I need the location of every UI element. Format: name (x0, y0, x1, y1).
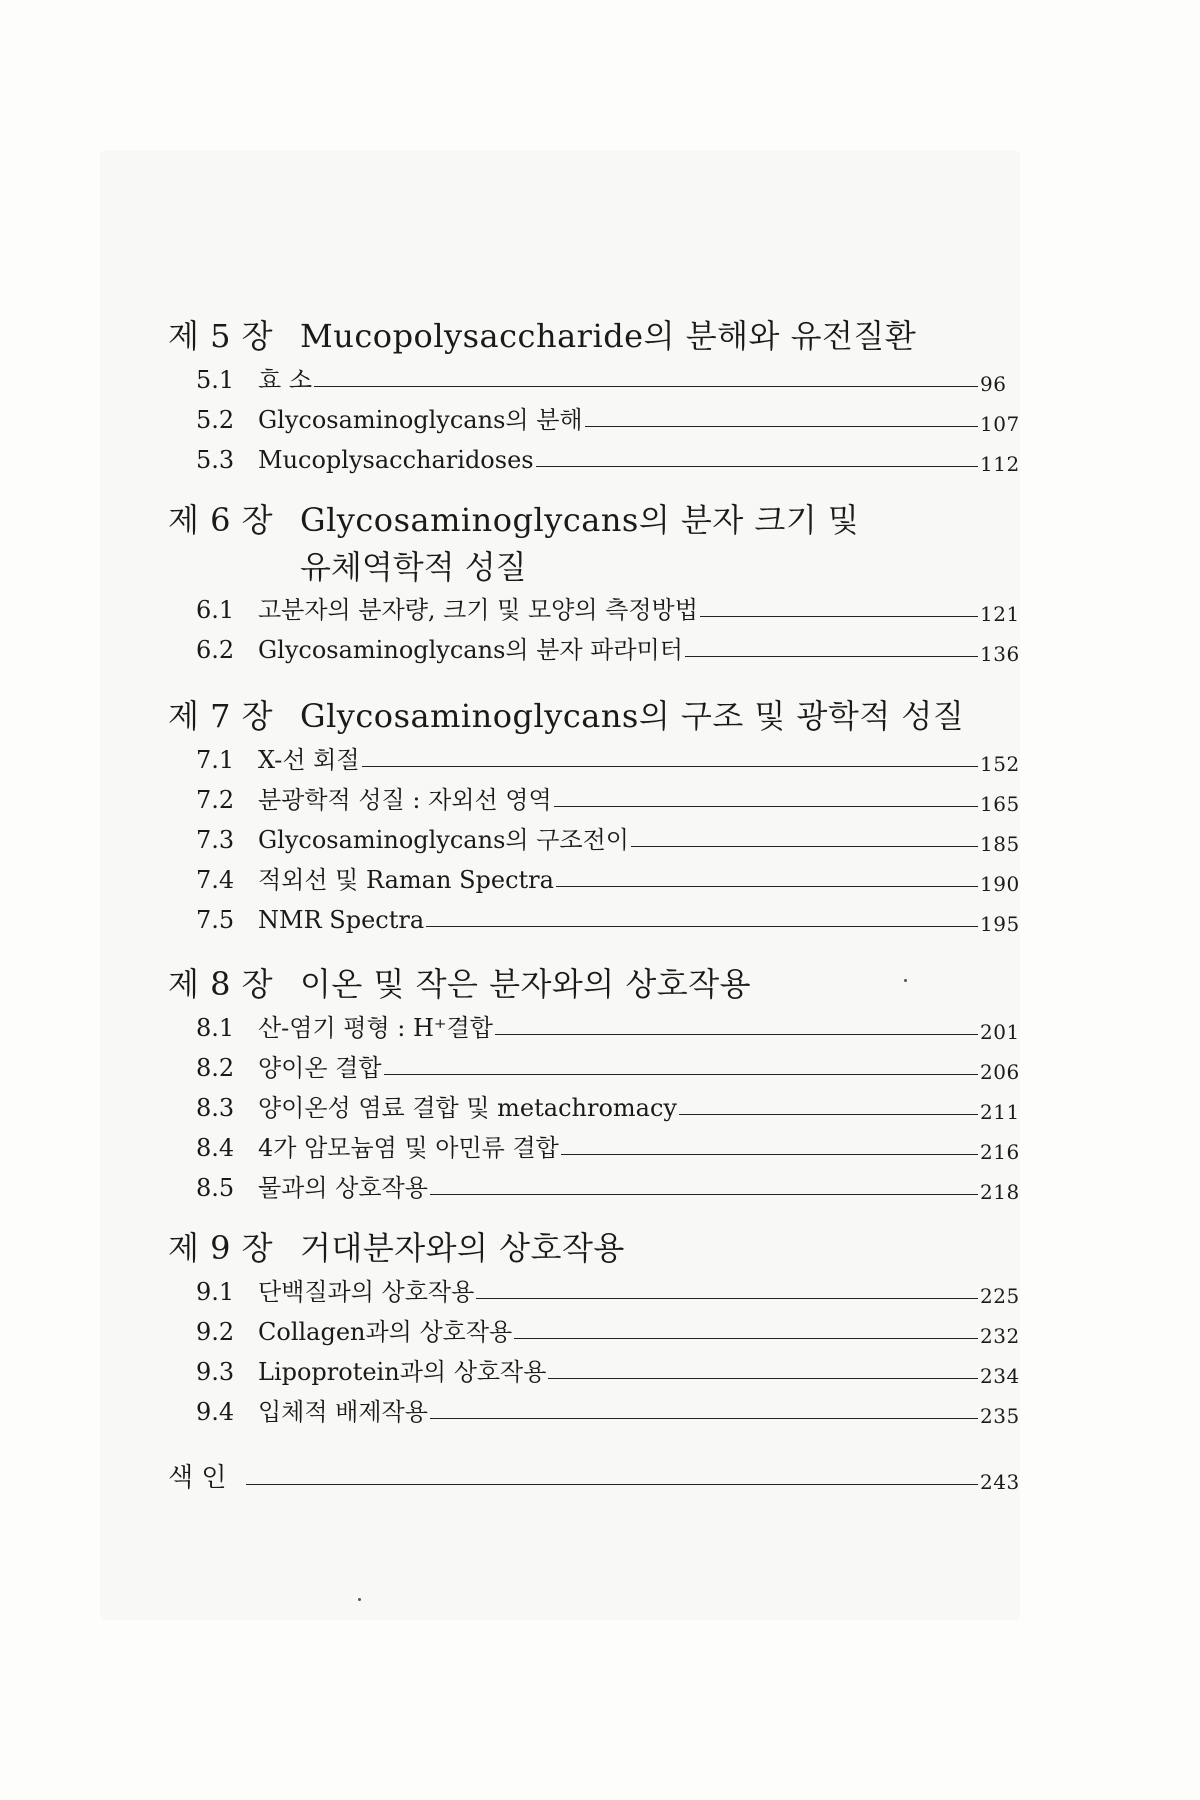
toc-entry (168, 360, 1028, 400)
leader-line (631, 845, 978, 847)
entry-title: Mucoplysaccharidoses (258, 446, 534, 474)
entry-title: 적외선 및 Raman Spectra (258, 866, 554, 894)
entry-page: 225 (980, 1284, 1020, 1308)
leader-line (514, 1337, 978, 1339)
entry-page: 218 (980, 1180, 1020, 1204)
leader-line (314, 385, 978, 387)
entry-number: 6.1 (196, 596, 235, 624)
leader-line (384, 1073, 978, 1075)
leader-line (556, 885, 978, 887)
chapter-label: 제 9 장 (168, 1229, 274, 1267)
toc-entry (168, 860, 1028, 900)
entry-page: 235 (980, 1404, 1020, 1428)
leader-line (561, 1153, 978, 1155)
chapter-heading (168, 960, 1028, 1008)
entry-page: 201 (980, 1020, 1020, 1044)
chapter-label: 제 6 장 (168, 501, 274, 539)
entry-title: 분광학적 성질 : 자외선 영역 (258, 786, 552, 814)
entry-title: 단백질과의 상호작용 (258, 1278, 475, 1306)
entry-title: 양이온성 염료 결합 및 metachromacy (258, 1094, 677, 1122)
entry-page: 232 (980, 1324, 1020, 1348)
entry-number: 8.5 (196, 1174, 235, 1202)
chapter-title: Glycosaminoglycans의 분자 크기 및 (300, 501, 860, 539)
toc-entry (168, 1312, 1028, 1352)
entry-title: 입체적 배제작용 (258, 1398, 428, 1426)
chapter-5 (168, 312, 1028, 480)
entry-title: 고분자의 분자량, 크기 및 모양의 측정방법 (258, 596, 698, 624)
toc-entry (168, 1008, 1028, 1048)
entry-number: 9.3 (196, 1358, 235, 1386)
chapter-title: 거대분자와의 상호작용 (300, 1229, 625, 1267)
entry-number: 6.2 (196, 636, 235, 664)
entry-number: 5.2 (196, 406, 235, 434)
entry-title: NMR Spectra (258, 906, 425, 934)
toc-entry (168, 740, 1028, 780)
entry-number: 8.3 (196, 1094, 235, 1122)
leader-line (585, 425, 978, 427)
entry-number: 9.1 (196, 1278, 235, 1306)
leader-line (246, 1483, 978, 1485)
index-entry (168, 1458, 1028, 1498)
entry-title: 양이온 결합 (258, 1054, 382, 1082)
entry-title: Glycosaminoglycans의 구조전이 (258, 826, 629, 854)
toc-entry (168, 1168, 1028, 1208)
leader-line (685, 655, 978, 657)
chapter-label: 제 5 장 (168, 317, 274, 355)
entry-page: 195 (980, 912, 1020, 936)
entry-number: 5.3 (196, 446, 235, 474)
entry-title: Glycosaminoglycans의 분자 파라미터 (258, 636, 683, 664)
entry-page: 121 (980, 602, 1020, 626)
entry-page: 112 (980, 452, 1020, 476)
chapter-7 (168, 692, 1028, 940)
entry-page: 211 (980, 1100, 1020, 1124)
entry-title: X-선 회절 (258, 746, 360, 774)
index-label: 색 인 (168, 1463, 227, 1493)
chapter-6 (168, 496, 1028, 670)
toc-entry (168, 1352, 1028, 1392)
toc-entry (168, 1272, 1028, 1312)
entry-page: 190 (980, 872, 1020, 896)
chapter-heading (168, 312, 1028, 360)
leader-line (554, 805, 978, 807)
toc-entry (168, 440, 1028, 480)
entry-number: 7.4 (196, 866, 235, 894)
leader-line (548, 1377, 978, 1379)
entry-number: 9.2 (196, 1318, 235, 1346)
leader-line (495, 1033, 978, 1035)
entry-page: 96 (980, 372, 1007, 396)
leader-line (426, 925, 978, 927)
leader-line (700, 615, 978, 617)
entry-page: 234 (980, 1364, 1020, 1388)
entry-page: 136 (980, 642, 1020, 666)
entry-title: 물과의 상호작용 (258, 1174, 428, 1202)
toc-entry (168, 1128, 1028, 1168)
scan-speck (358, 1598, 361, 1601)
entry-number: 8.1 (196, 1014, 235, 1042)
entry-page: 216 (980, 1140, 1020, 1164)
scan-speck (904, 979, 907, 982)
chapter-heading (168, 692, 1028, 740)
entry-page: 185 (980, 832, 1020, 856)
entry-page: 165 (980, 792, 1020, 816)
chapter-title: Mucopolysaccharide의 분해와 유전질환 (300, 317, 917, 355)
toc-entry (168, 400, 1028, 440)
chapter-label: 제 8 장 (168, 965, 274, 1003)
entry-title: 효 소 (258, 366, 312, 394)
entry-number: 8.4 (196, 1134, 235, 1162)
entry-title: 산-염기 평형 : H⁺결합 (258, 1014, 493, 1042)
chapter-title: 이온 및 작은 분자와의 상호작용 (300, 965, 752, 1003)
entry-page: 152 (980, 752, 1020, 776)
toc-entry (168, 900, 1028, 940)
leader-line (430, 1193, 978, 1195)
chapter-label: 제 7 장 (168, 697, 274, 735)
toc-entry (168, 1048, 1028, 1088)
entry-number: 5.1 (196, 366, 235, 394)
entry-page: 107 (980, 412, 1020, 436)
toc-entry (168, 820, 1028, 860)
toc-entry (168, 630, 1028, 670)
chapter-heading (168, 496, 1028, 544)
entry-number: 7.3 (196, 826, 235, 854)
leader-line (679, 1113, 978, 1115)
chapter-9 (168, 1224, 1028, 1432)
toc-entry (168, 1088, 1028, 1128)
toc-entry (168, 1392, 1028, 1432)
leader-line (430, 1417, 978, 1419)
chapter-heading (168, 1224, 1028, 1272)
entry-number: 7.2 (196, 786, 235, 814)
leader-line (362, 765, 978, 767)
entry-page: 206 (980, 1060, 1020, 1084)
entry-title: Lipoprotein과의 상호작용 (258, 1358, 547, 1386)
index-page: 243 (980, 1470, 1020, 1494)
entry-number: 7.1 (196, 746, 235, 774)
leader-line (476, 1297, 978, 1299)
entry-title: Glycosaminoglycans의 분해 (258, 406, 583, 434)
toc-entry (168, 780, 1028, 820)
entry-title: Collagen과의 상호작용 (258, 1318, 513, 1346)
entry-number: 8.2 (196, 1054, 235, 1082)
entry-title: 4가 암모늄염 및 아민류 결합 (258, 1134, 559, 1162)
entry-number: 7.5 (196, 906, 235, 934)
chapter-8 (168, 960, 1028, 1208)
chapter-title-continued: 유체역학적 성질 (300, 548, 527, 586)
leader-line (536, 465, 978, 467)
entry-number: 9.4 (196, 1398, 235, 1426)
chapter-title: Glycosaminoglycans의 구조 및 광학적 성질 (300, 697, 965, 735)
toc-entry (168, 590, 1028, 630)
